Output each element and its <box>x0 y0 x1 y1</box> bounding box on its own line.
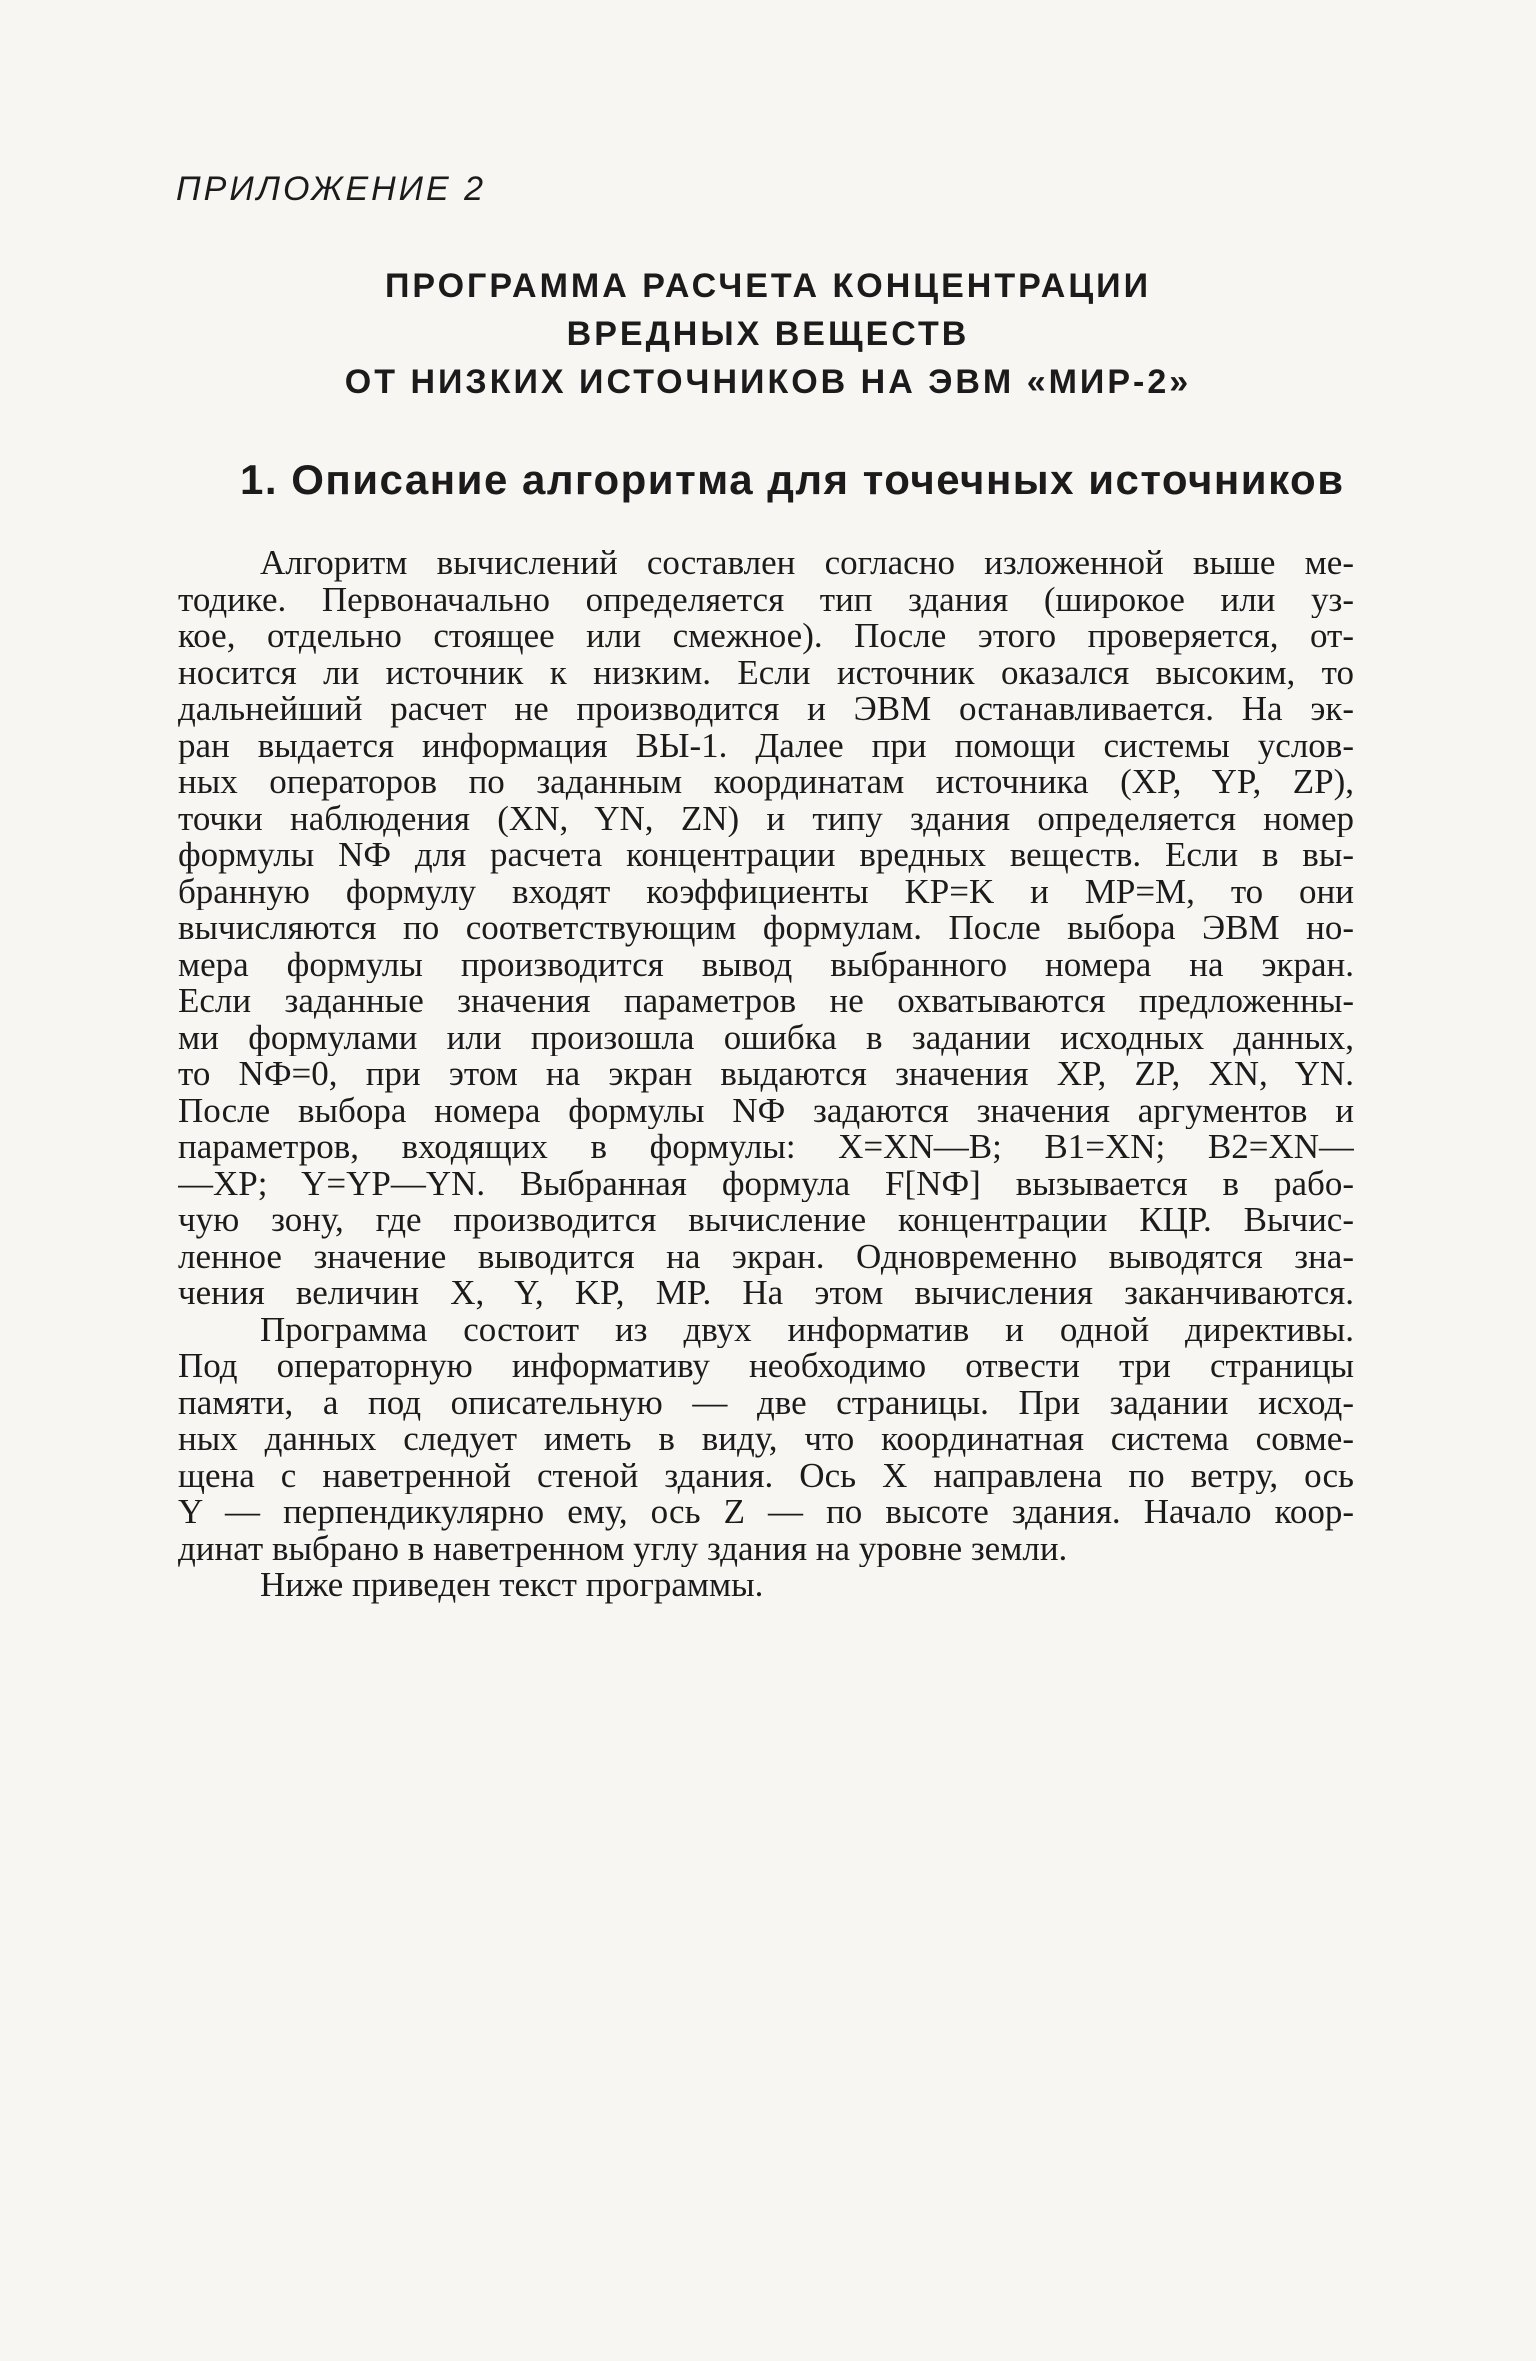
text-line: параметров, входящих в формулы: X=XN—B; B1=XN; B2=XN— <box>178 1129 1354 1166</box>
text-line: дальнейший расчет не производится и ЭВМ останавливается. На эк- <box>178 691 1354 728</box>
section-heading: 1. Описание алгоритма для точечных источников <box>240 456 1345 503</box>
document-title <box>0 262 1536 406</box>
text-line: памяти, а под описательную — две страницы. При задании исход- <box>178 1384 1354 1421</box>
text-line: Y — перпендикулярно ему, ось Z — по высоте здания. Начало коор- <box>178 1494 1354 1531</box>
text-line: вычисляются по соответствующим формулам. После выбора ЭВМ но- <box>178 910 1354 947</box>
text-line: —XP; Y=YP—YN. Выбранная формула F[NФ] вызывается в рабо- <box>178 1165 1354 1202</box>
text-line: точки наблюдения (XN, YN, ZN) и типу здания определяется номер <box>178 800 1354 837</box>
text-line: носится ли источник к низким. Если источник оказался высоким, то <box>178 654 1354 691</box>
paragraph-1 <box>178 545 1354 1312</box>
text-line: чую зону, где производится вычисление концентрации КЦР. Вычис- <box>178 1202 1354 1239</box>
paragraph-2 <box>178 1312 1354 1568</box>
text-line: тодике. Первоначально определяется тип здания (широкое или уз- <box>178 581 1354 618</box>
text-line: Алгоритм вычислений составлен согласно изложенной выше ме- <box>260 545 1354 582</box>
text-line: После выбора номера формулы NФ задаются значения аргументов и <box>178 1092 1354 1129</box>
text-line: щена с наветренной стеной здания. Ось X направлена по ветру, ось <box>178 1457 1354 1494</box>
text-line: то NФ=0, при этом на экран выдаются значения XP, ZP, XN, YN. <box>178 1056 1354 1093</box>
text-line: ленное значение выводится на экран. Одновременно выводятся зна- <box>178 1238 1354 1275</box>
title-line: ОТ НИЗКИХ ИСТОЧНИКОВ НА ЭВМ «МИР-2» <box>344 363 1192 401</box>
text-line: Если заданные значения параметров не охватываются предложенны- <box>178 983 1354 1020</box>
body-text <box>178 545 1354 1604</box>
text-line: чения величин X, Y, KP, MP. На этом вычисления заканчиваются. <box>178 1275 1354 1312</box>
text-line: мера формулы производится вывод выбранного номера на экран. <box>178 946 1354 983</box>
text-line: динат выбрано в наветренном углу здания на уровне земли. <box>178 1530 1068 1567</box>
title-line: ВРЕДНЫХ ВЕЩЕСТВ <box>566 315 970 353</box>
text-line: Программа состоит из двух информатив и одной директивы. <box>260 1311 1354 1348</box>
text-line: Под операторную информативу необходимо отвести три страницы <box>178 1348 1354 1385</box>
title-line: ПРОГРАММА РАСЧЕТА КОНЦЕНТРАЦИИ <box>384 267 1152 305</box>
text-line: формулы NФ для расчета концентрации вредных веществ. Если в вы- <box>178 837 1354 874</box>
closing-line: Ниже приведен текст программы. <box>260 1567 764 1604</box>
text-line: кое, отдельно стоящее или смежное). После этого проверяется, от- <box>178 618 1354 655</box>
text-line: ми формулами или произошла ошибка в задании исходных данных, <box>178 1019 1354 1056</box>
text-line: ран выдается информация ВЫ-1. Далее при помощи системы услов- <box>178 727 1354 764</box>
text-line: ных операторов по заданным координатам источника (XP, YP, ZP), <box>178 764 1354 801</box>
appendix-label: ПРИЛОЖЕНИЕ 2 <box>176 170 487 208</box>
text-line: бранную формулу входят коэффициенты KP=K и MP=M, то они <box>178 873 1354 910</box>
text-line: ных данных следует иметь в виду, что координатная система совме- <box>178 1421 1354 1458</box>
